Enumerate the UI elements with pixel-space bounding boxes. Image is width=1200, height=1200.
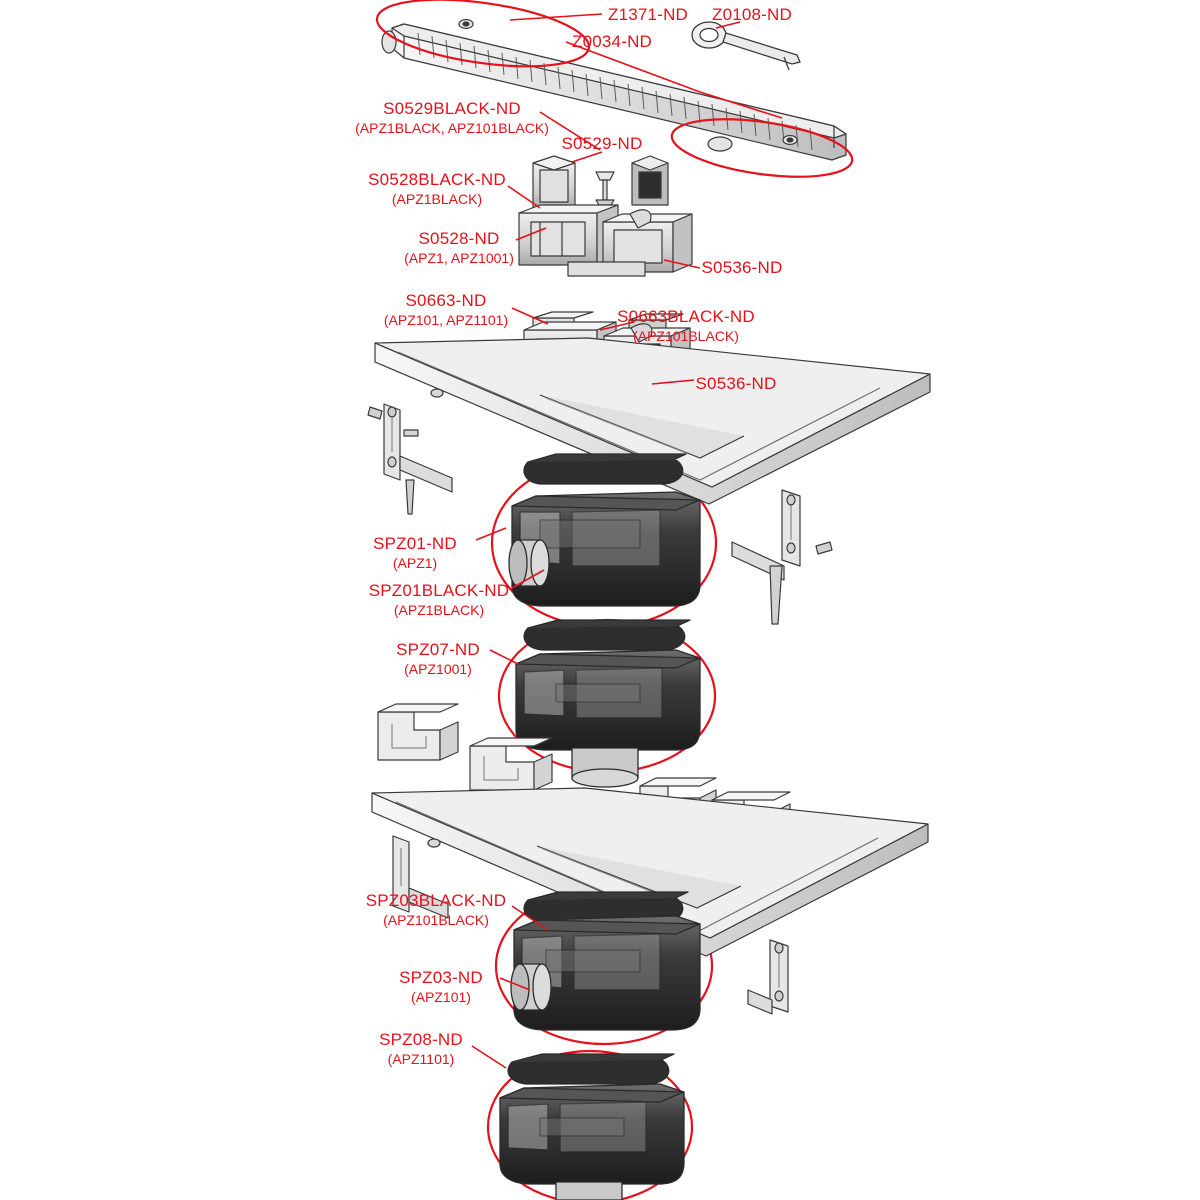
part-label-spz01 (373, 534, 457, 571)
part-model-list: (APZ1) (392, 554, 438, 571)
part-code: SPZ01-ND (373, 534, 457, 553)
part-code: SPZ08-ND (379, 1030, 463, 1049)
part-model-list: (APZ101, APZ1101) (383, 311, 509, 328)
part-model-list: (APZ101) (411, 988, 471, 1005)
part-label-s0529black (355, 99, 549, 136)
part-label-z1371 (608, 5, 688, 25)
part-model-list: (APZ1101) (387, 1050, 455, 1067)
part-code: SPZ07-ND (396, 640, 480, 659)
siphon-inserts-group-top (519, 156, 692, 276)
part-label-s0663 (384, 291, 508, 328)
part-code: SPZ01BLACK-ND (368, 581, 510, 600)
part-label-z0034 (572, 32, 652, 52)
part-label-spz03 (399, 968, 483, 1005)
part-label-s0536_b (696, 374, 777, 394)
part-code: S0663BLACK-ND (617, 307, 755, 326)
part-code: S0536-ND (701, 258, 783, 277)
part-code: S0528BLACK-ND (368, 170, 506, 189)
part-label-s0663black (617, 307, 755, 344)
siphon-spz03 (511, 892, 700, 1030)
part-model-list: (APZ101BLACK) (383, 911, 489, 928)
part-code: Z0108-ND (711, 5, 793, 24)
part-model-list: (APZ1001) (404, 660, 472, 677)
part-code: S0528-ND (418, 229, 500, 248)
part-code: S0663-ND (405, 291, 487, 310)
part-model-list: (APZ1BLACK) (391, 190, 483, 207)
part-model-list: (APZ101BLACK) (633, 327, 739, 344)
part-label-s0529 (562, 134, 643, 154)
part-code: S0529-ND (561, 134, 643, 153)
part-code: Z1371-ND (608, 5, 689, 24)
siphon-spz01 (509, 454, 700, 606)
part-code: S0536-ND (695, 374, 777, 393)
part-label-spz08 (379, 1030, 463, 1067)
part-code: SPZ03-ND (399, 968, 483, 987)
part-label-s0528 (404, 229, 514, 266)
part-label-spz07 (396, 640, 480, 677)
part-label-s0528black (368, 170, 506, 207)
lifting-key (692, 22, 800, 70)
part-label-spz03black (366, 891, 507, 928)
part-code: Z0034-ND (572, 32, 653, 51)
part-model-list: (APZ1BLACK, APZ101BLACK) (355, 119, 549, 136)
part-label-z0108 (712, 5, 792, 25)
part-label-spz01black (369, 581, 510, 618)
part-model-list: (APZ1BLACK) (393, 601, 485, 618)
part-code: SPZ03BLACK-ND (365, 891, 507, 910)
part-model-list: (APZ1, APZ1001) (404, 249, 514, 266)
siphon-spz08 (500, 1054, 684, 1200)
part-label-s0536_a (702, 258, 783, 278)
part-code: S0529BLACK-ND (383, 99, 521, 118)
